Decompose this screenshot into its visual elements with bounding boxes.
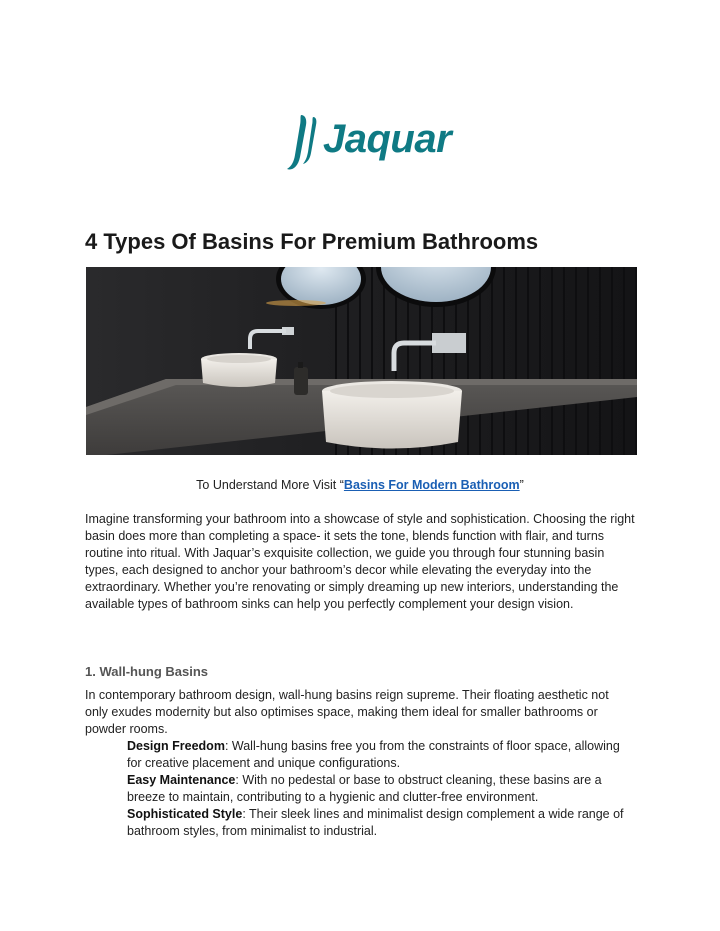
- feature-text: : Their sleek lines and minimalist design complement a wide range of bathroom styles, from minimalist to industrial.: [127, 807, 624, 838]
- visit-prefix: To Understand More Visit “: [196, 478, 344, 492]
- list-item: [127, 738, 637, 772]
- brand-name: Jaquar: [323, 117, 452, 161]
- bathroom-basins-photo: [86, 267, 637, 455]
- jaquar-logo: [283, 113, 452, 173]
- page-title: 4 Types Of Basins For Premium Bathrooms: [85, 229, 539, 254]
- feature-text: : Wall-hung basins free you from the constraints of floor space, allowing for creative placement and unique configurations.: [127, 739, 620, 770]
- feature-label: Sophisticated Style: [127, 807, 243, 821]
- basins-link[interactable]: Basins For Modern Bathroom: [343, 478, 520, 492]
- feature-label: Easy Maintenance: [127, 773, 236, 787]
- feature-label: Design Freedom: [127, 739, 225, 753]
- section-heading: 1. Wall-hung Basins: [85, 664, 209, 679]
- visit-suffix: ”: [519, 478, 524, 492]
- jaquar-logo-icon: [283, 113, 323, 173]
- list-item: [127, 806, 637, 840]
- visit-line: [0, 478, 720, 492]
- feature-text: : With no pedestal or base to obstruct cleaning, these basins are a breeze to maintain, contributing to a hygienic and clutter-free environment.: [127, 773, 602, 804]
- intro-paragraph: Imagine transforming your bathroom into a showcase of style and sophistication. Choosing the right basin does more than completing a space- it sets the tone, blends function with flair, and turns routine into ritual. With Jaquar’s exquisite collection, we guide you through four stunning basin types, each designed to anchor your bathroom’s decor while elevating the everyday into the extraordinary. Whether you’re renovating or simply dreaming up new interiors, understanding the available types of bathroom sinks can help you perfectly complement your design vision.: [85, 512, 635, 611]
- hero-image: [86, 267, 637, 455]
- feature-list: [127, 738, 637, 840]
- list-item: [127, 772, 637, 806]
- section-paragraph: In contemporary bathroom design, wall-hung basins reign supreme. Their floating aesthetic not only exudes modernity but also optimises space, making them ideal for smaller bathrooms or powder rooms.: [85, 688, 609, 736]
